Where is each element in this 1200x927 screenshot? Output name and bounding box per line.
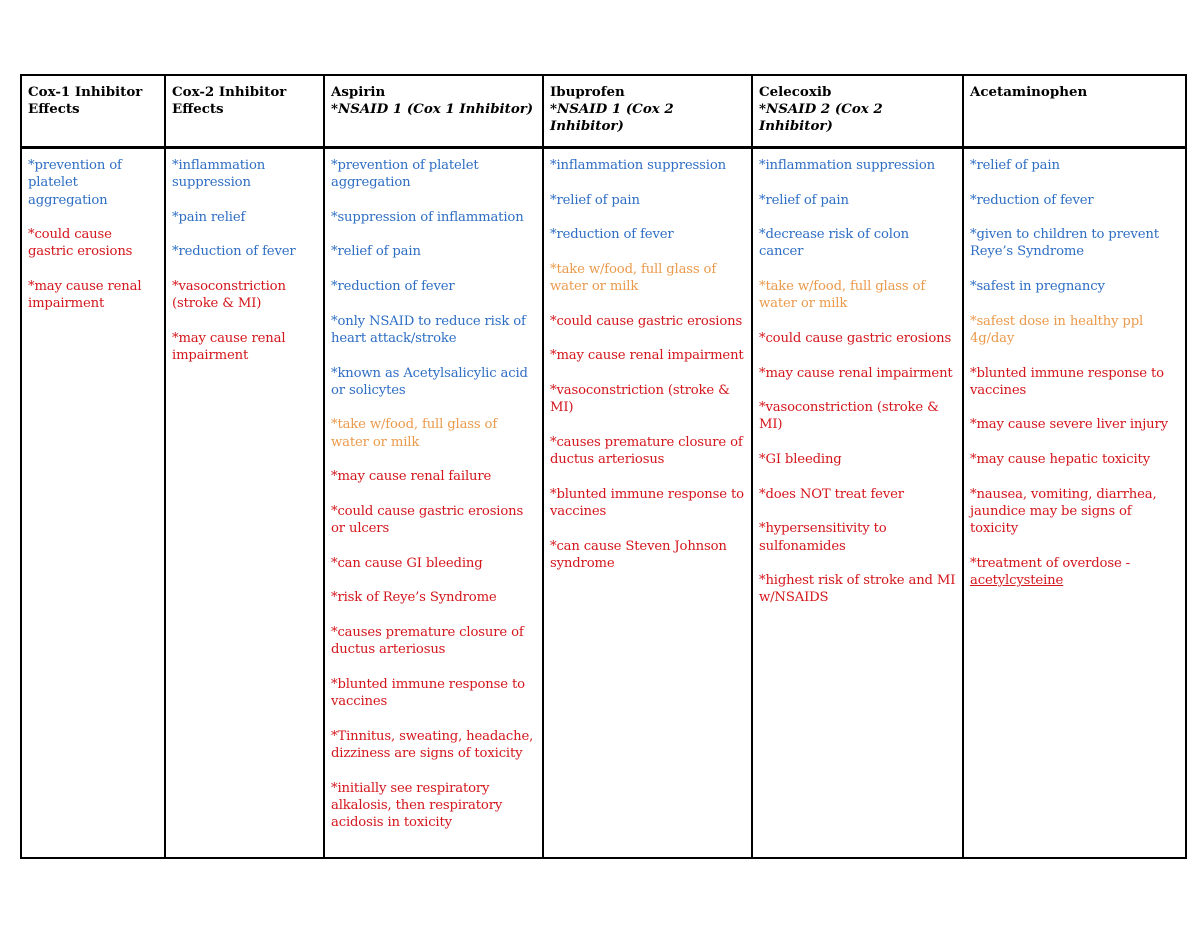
item-text: *may cause renal impairment [28,279,142,312]
list-item [331,624,536,659]
list-item [172,157,317,192]
item-text: *GI bleeding [759,452,842,468]
list-item [331,728,536,763]
header-acetaminophen [963,75,1186,148]
item-text: *causes premature closure of ductus arteriosus [550,434,743,468]
item-text: *risk of Reye’s Syndrome [331,590,497,606]
item-text: *vasoconstriction (stroke & MI) [550,382,730,416]
item-text: *may cause hepatic toxicity [970,452,1151,468]
item-text: *inflammation suppression [759,158,935,173]
list-item [759,330,956,347]
list-item [331,468,536,485]
item-text: *relief of pain [970,158,1060,173]
item-text: *vasoconstriction (stroke & MI) [172,279,286,312]
item-text: *inflammation suppression [550,158,726,173]
list-item [759,278,956,313]
list-item [331,780,536,832]
item-text: *may cause renal impairment [550,348,744,364]
item-text: *relief of pain [759,192,849,208]
list-item [331,416,536,451]
cell-cox2-effects [165,148,324,858]
item-text: *nausea, vomiting, diarrhea, jaundice may be signs of toxicity [970,486,1157,537]
list-item [331,157,536,192]
item-text: *prevention of platelet aggregation [331,158,479,191]
list-item [759,192,956,209]
header-cox1 [21,75,165,148]
header-subtitle: *NSAID 1 (Cox 2 Inhibitor) [550,101,674,134]
header-title: Ibuprofen [550,84,625,100]
header-aspirin [324,75,543,148]
header-title: Acetaminophen [970,84,1088,100]
item-text: *safest in pregnancy [970,279,1105,295]
header-row [21,75,1186,148]
item-text: *blunted immune response to vaccines [550,486,744,519]
list-item [970,278,1179,295]
header-title: Cox-1 Inhibitor Effects [28,84,143,117]
item-underlined-term: acetylcysteine [970,573,1064,589]
list-item [331,676,536,711]
list-item [759,572,956,607]
header-title: Cox-2 Inhibitor Effects [172,84,287,117]
item-text: *treatment of overdose - [970,555,1130,571]
item-text: *blunted immune response to vaccines [331,676,525,710]
header-ibuprofen [543,75,752,148]
item-text: *safest dose in healthy ppl 4g/day [970,313,1144,346]
list-item [759,520,956,555]
list-item [172,243,317,260]
list-item [550,486,745,521]
item-text: *vasoconstriction (stroke & MI) [759,400,939,433]
list-item [550,192,745,209]
list-item [759,451,956,468]
list-item [970,313,1179,348]
item-text: *may cause renal impairment [172,330,286,364]
header-subtitle: *NSAID 2 (Cox 2 Inhibitor) [759,101,883,134]
list-item [28,278,158,313]
cell-ibuprofen [543,148,752,858]
list-item [550,261,745,296]
item-text: *highest risk of stroke and MI w/NSAIDS [759,573,956,606]
list-item [550,157,745,174]
item-text: *may cause renal impairment [759,365,953,381]
item-text: *only NSAID to reduce risk of heart attack/stroke [331,313,526,346]
header-subtitle: *NSAID 1 (Cox 1 Inhibitor) [331,101,534,117]
header-title: Aspirin [331,84,386,100]
item-text: *could cause gastric erosions [550,313,743,329]
list-item [331,503,536,538]
list-item [172,209,317,226]
list-item [172,330,317,365]
list-item [759,157,956,174]
list-item [550,226,745,243]
list-item [172,278,317,313]
list-item [550,313,745,330]
list-item [759,399,956,434]
item-text: *reduction of fever [331,279,455,295]
list-item [550,538,745,573]
header-celecoxib [752,75,963,148]
header-title: Celecoxib [759,84,832,100]
item-text: *reduction of fever [172,244,296,260]
list-item [331,209,536,226]
item-text: *hypersensitivity to sulfonamides [759,521,887,554]
item-text: *inflammation suppression [172,158,266,191]
item-text: *may cause renal failure [331,469,492,485]
drug-comparison-table [20,74,1187,859]
item-text: *relief of pain [550,192,640,208]
list-item [28,157,158,209]
item-text: *may cause severe liver injury [970,417,1168,433]
item-text: *could cause gastric erosions [759,330,952,346]
list-item [970,192,1179,209]
item-text: *known as Acetylsalicylic acid or solicytes [331,365,528,398]
item-text: *decrease risk of colon cancer [759,227,909,260]
item-text: *pain relief [172,209,246,225]
list-item [331,313,536,348]
list-item [331,589,536,606]
content-row [21,148,1186,858]
list-item [970,157,1179,174]
item-text: *blunted immune response to vaccines [970,365,1164,398]
list-item [970,555,1179,590]
list-item [550,434,745,469]
item-text: *reduction of fever [550,227,674,243]
item-text: *could cause gastric erosions or ulcers [331,503,524,537]
list-item [331,365,536,400]
header-cox2 [165,75,324,148]
list-item [759,486,956,503]
item-text: *causes premature closure of ductus arteriosus [331,625,524,658]
cell-aspirin [324,148,543,858]
list-item [331,555,536,572]
item-text: *reduction of fever [970,192,1094,208]
list-item [970,451,1179,468]
cell-celecoxib [752,148,963,858]
item-text: *take w/food, full glass of water or milk [331,417,498,450]
item-text: *take w/food, full glass of water or milk [759,279,926,312]
item-text: *relief of pain [331,244,421,260]
item-text: *Tinnitus, sweating, headache, dizziness are signs of toxicity [331,728,534,762]
list-item [759,365,956,382]
item-text: *can cause Steven Johnson syndrome [550,538,727,571]
list-item [550,347,745,364]
list-item [970,416,1179,433]
item-text: *could cause gastric erosions [28,227,133,260]
list-item [550,382,745,417]
list-item [331,243,536,260]
item-text: *take w/food, full glass of water or milk [550,261,717,295]
item-text: *suppression of inflammation [331,209,524,225]
list-item [970,486,1179,538]
list-item [970,226,1179,261]
item-text: *initially see respiratory alkalosis, then respiratory acidosis in toxicity [331,780,503,831]
list-item [331,278,536,295]
cell-acetaminophen [963,148,1186,858]
cell-cox1-effects [21,148,165,858]
item-text: *given to children to prevent Reye’s Syndrome [970,227,1159,260]
item-text: *can cause GI bleeding [331,555,483,571]
item-text: *prevention of platelet aggregation [28,158,122,208]
item-text: *does NOT treat fever [759,486,904,502]
list-item [970,365,1179,400]
list-item [28,226,158,261]
list-item [759,226,956,261]
